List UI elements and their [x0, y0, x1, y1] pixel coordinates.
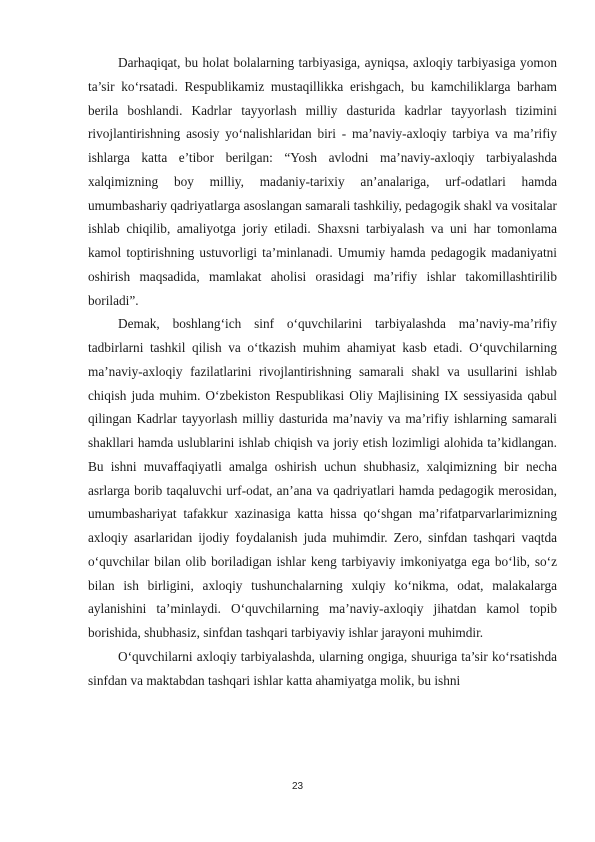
paragraph-2: Demak, boshlang‘ich sinf o‘quvchilarini tarbiyalashda ma’naviy-ma’rifiy tadbirlarni tashkil qilish va o‘tkazish muhim ahamiyat kasb etadi. O‘quvchilarning ma’naviy-axloqiy fazilatlarini rivojlantirishning samarali shakl va usullarini ishlab chiqish juda muhim. O‘zbekiston Respublikasi Oliy Majlisining IX sessiyasida qabul qilingan Kadrlar tayyorlash milliy dasturida ma’naviy va ma’rifiy ishlarning samarali shakllari hamda uslublarini ishlab chiqish va joriy etish lozimligi alohida ta’kidlangan. Bu ishni muvaffaqiyatli amalga oshirish uchun shubhasiz, xalqimizning bir necha asrlarga borib taqaluvchi urf-odat, an’ana va qadriyatlari hamda pedagogik merosidan, umumbashariyat tafakkur xazinasiga katta hissa qo‘shgan ma’rifatparvarlarimizning axloqiy asarlaridan ijodiy foydalanish juda muhimdir. Zero, sinfdan tashqari vaqtda o‘quvchilar bilan olib boriladigan ishlar keng tarbiyaviy imkoniyatga ega bo‘lib, so‘z bilan ish birligini, axloqiy tushunchalarning xulqiy ko‘nikma, odat, malakalarga aylanishini ta’minlaydi. O‘quvchilarning ma’naviy-axloqiy jihatdan kamol topib borishida, shubhasiz, sinfdan tashqari tarbiyaviy ishlar jarayoni muhimdir. [88, 316, 557, 640]
paragraph-1: Darhaqiqat, bu holat bolalarning tarbiyasiga, ayniqsa, axloqiy tarbiyasiga yomon ta’sir ko‘rsatadi. Respublikamiz mustaqillikka erishgach, bu kamchiliklarga barham berila boshlandi. Kadrlar tayyorlash milliy dasturida kadrlar tayyorlash tizimini rivojlantirishning asosiy yo‘nalishlaridan biri - ma’naviy-axloqiy tarbiya va ma’rifiy ishlarga katta e’tibor berilgan: “Yosh avlodni ma’naviy-axloqiy tarbiyalashda xalqimizning boy milliy, madaniy-tarixiy an’analariga, urf-odatlari hamda umumbashariy qadriyatlarga asoslangan samarali tashkiliy, pedagogik shakl va vositalar ishlab chiqilib, amaliyotga joriy etiladi. Shaxsni tarbiyalash va uni har tomonlama kamol toptirishning ustuvorligi ta’minlanadi. Umumiy hamda pedagogik madaniyatni oshirish maqsadida, mamlakat aholisi orasidagi ma’rifiy ishlar takomillashtirilib boriladi”. [88, 55, 557, 308]
body-text [88, 51, 557, 692]
page-number: 23 [291, 781, 304, 792]
paragraph-3: O‘quvchilarni axloqiy tarbiyalashda, ularning ongiga, shuuriga ta’sir ko‘rsatishda sinfdan va maktabdan tashqari ishlar katta ahamiyatga molik, bu ishni [88, 648, 557, 688]
